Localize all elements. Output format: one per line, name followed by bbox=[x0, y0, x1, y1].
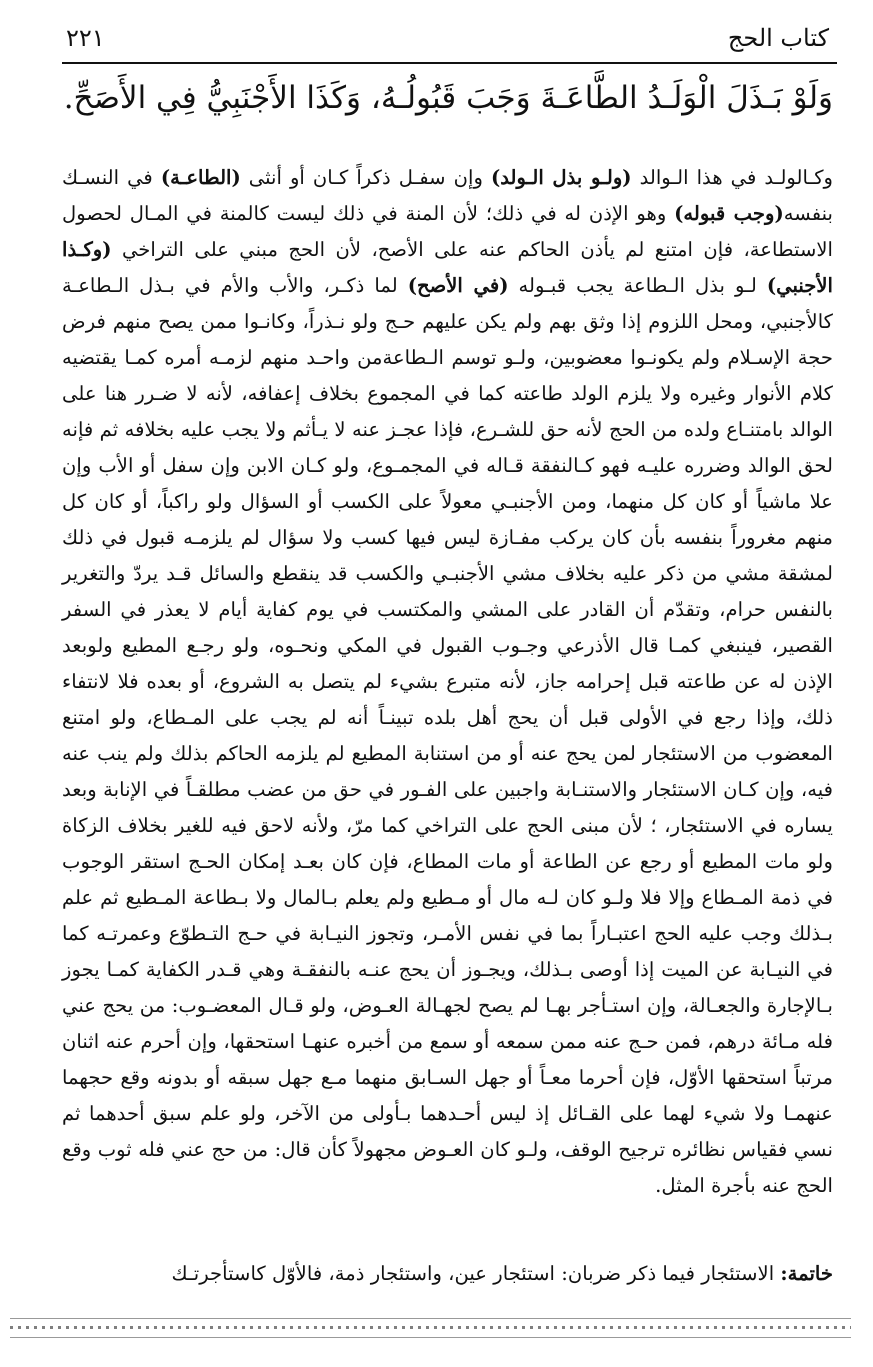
commentary-text: وكـالولـد في هذا الـوالد bbox=[631, 166, 834, 189]
commentary-bold-quote: (الطاعـة) bbox=[160, 166, 241, 189]
commentary-paragraph bbox=[62, 160, 833, 1204]
commentary-bold-quote: (ولـو بذل الـولد) bbox=[490, 166, 632, 189]
commentary-text: وهو الإذن له في ذلك؛ لأن المنة في ذلك ليست كالمنة في المـال لحصول الاستطاعة، فإن امتنع لم يأذن الحاكم عنه على الأصح، لأن الحج مبني على التراخي bbox=[62, 202, 833, 261]
bottom-ornament-border bbox=[10, 1318, 851, 1338]
commentary-bold-quote: (في الأصح) bbox=[407, 274, 509, 297]
closing-text: الاستئجار فيما ذكر ضربان: استئجار عين، واستئجار ذمة، فالأوّل كاستأجرتـك bbox=[171, 1262, 781, 1285]
commentary-bold-quote: (وجب قبوله) bbox=[674, 202, 784, 225]
page-number: ٢٢١ bbox=[66, 24, 105, 52]
commentary-text: في النسـك بنفسه bbox=[62, 166, 833, 225]
commentary-bold-quote: (وكـذا الأجنبي) bbox=[62, 238, 834, 297]
book-title: كتاب الحج bbox=[727, 24, 829, 52]
commentary-text: لما ذكـر، والأب والأم في بـذل الـطاعـة كالأجنبي، ومحل اللزوم إذا وثق بهم ولم يكن عليهم حـج ولو نـذراً، وكانـوا ممن يصح منهم فرض حجة الإسـلام ولم يكونـوا معضوبين، ولـو توسم الـطاعةمن واحـد منهم لزمـه أمره كمـا يقتضيه كلام الأنوار وغيره ولا يلزم الولد طاعته كما في المجموع بخلاف إعفافه، لأنه لا ضـرر هنا على الوالد بامتنـاع ولده من الحج لأنه حق للشـرع، فإذا عجـز عنه لا يـأثم ولا يجب عليه بخلافه ثم فإنه لحق الوالد وضرره عليـه فهو كـالنفقة قـاله في المجمـوع، ولو كـان الابن وإن سفل أو الأب وإن علا ماشياً أو كان كل منهما، ومن الأجنبـي معولاً على الكسب أو السؤال ولو راكباً، أو كان كل منهم مغروراً بنفسه بأن كان يركب مفـازة ليس فيها كسب ولا سؤال لم يلزمـه قبول في ذلك لمشقة مشي من ذكر عليه بخلاف مشي الأجنبـي والكسب قد ينقطع والسائل قـد يردّ والتغرير بالنفس حرام، وتقدّم أن القادر على المشي والمكتسب في يوم كفاية أيام لا يعذر في السفر القصير، فينبغي كمـا قال الأذرعي وجـوب القبول في المكي ونحـوه، ولو رجـع المطيع ولوبعد الإذن له عن طاعته قبل إحرامه جاز، لأنه متبرع بشيء لم يتصل به الشروع، أو بعده فلا لانتفاء ذلك، وإذا رجع في الأولى قبل أن يحج أهل بلده تبينـاً أنه لم يجب على المـطاع، ولو امتنع المعضوب من الاستئجار لمن يحج عنه أو من استنابة المطيع لم يلزمه الحاكم بذلك ولم ينب عنه فيه، وإن كـان الاستئجار والاستنـابة واجبين على الفـور في حق من عضب مطلقـاً في الإنابة وبعد يساره في الاستئجار، ؛ لأن مبنى الحج على التراخي كما مرّ، ولأنه لاحق فيه للغير بخلاف الزكاة ولو مات المطيع أو رجع عن الطاعة أو مات المطاع، فإن كان بعـد إمكان الحـج استقر الوجوب في ذمة المـطاع وإلا فلا ولـو كان لـه مال أو مـطيع ولم يعلم بـالمال ولا بـطاعة المـطيع ثم علم بـذلك وجب عليه الحج اعتبـاراً بما في نفس الأمـر، وتجوز النيـابة في حـج التـطوّع وعمرتـه كما في النيـابة عن الميت إذا أوصى بـذلك، ويجـوز أن يحج عنـه بالنفقـة وهي قـدر الكفاية كمـا يجوز بـالإجارة والجعـالة، وإن استـأجر بهـا لم يصح لجهـالة العـوض، ولو قـال المعضـوب: من يحج عني فله مـائة درهم، فمن حـج عنه ممن سمعه أو سمع من أخبره عنهـا استحقها، وإن أحرم عنه اثنان مرتباً استحقها الأوّل، فإن أحرما معـاً أو جهل السـابق منهما مـع جهل سبقه أو بدونه وقع حجهما عنهمـا ولا شيء لهما على القـائل إذ ليس أحـدهما بـأولى من الآخر، ولو علم سبق أحدهما ثم نسي فقياس نظائره ترجيح الوقف، ولـو كان العـوض مجهولاً كأن قال: من حج عني فله ثوب وقع الحج عنه بأجرة المثل. bbox=[62, 274, 833, 1197]
main-text-line: وَلَوْ بَـذَلَ الْوَلَـدُ الطَّاعَـةَ وَجَبَ قَبُولُـهُ، وَكَذَا الأَجْنَبِيُّ فِي الأَصَحِّ. bbox=[63, 80, 833, 116]
commentary-text: وإن سفـل ذكراً كـان أو أنثى bbox=[240, 166, 491, 189]
closing-bold-quote: خاتمة: bbox=[780, 1262, 833, 1285]
commentary-text: لـو بذل الـطاعة يجب قبـوله bbox=[508, 274, 767, 297]
running-header bbox=[62, 22, 837, 64]
closing-paragraph bbox=[62, 1256, 833, 1292]
